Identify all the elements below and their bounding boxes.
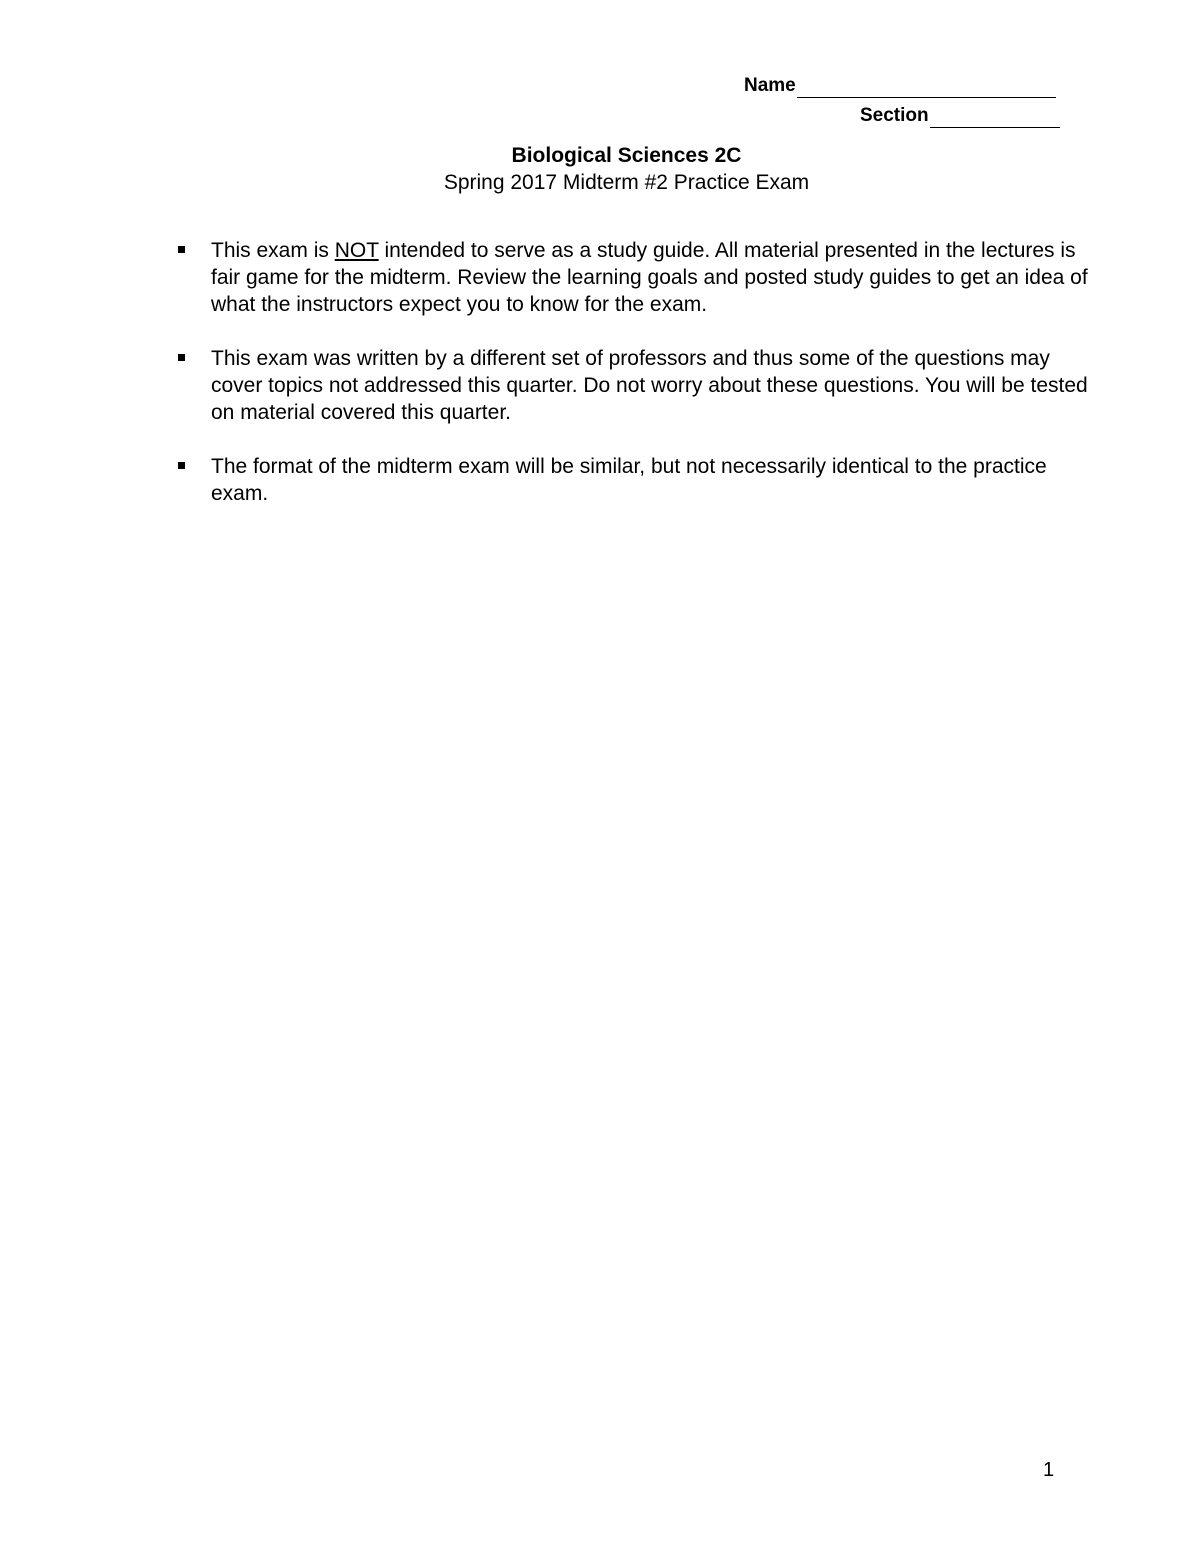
instruction-item — [176, 345, 1106, 426]
instruction-1-before: This exam is — [211, 239, 335, 262]
exam-subtitle: Spring 2017 Midterm #2 Practice Exam — [443, 171, 810, 194]
section-label: Section — [860, 105, 929, 126]
page-number: 1 — [1043, 1459, 1055, 1481]
name-field — [744, 74, 1056, 98]
section-field — [860, 104, 1060, 128]
instruction-item — [176, 453, 1106, 507]
name-blank[interactable] — [797, 79, 1056, 98]
instruction-1-emphasis: NOT — [334, 239, 379, 262]
instruction-2-text: This exam was written by a different set of professors and thus some of the questions may cover topics not addressed this quarter. Do not worry about these questions. You will be tested on material covered this quarter. — [211, 347, 1088, 424]
square-bullet-icon — [178, 354, 185, 361]
instruction-1-after: intended to serve as a study guide. All material presented in the lectures is fair game for the midterm. Review the learning goals and posted study guides to get an idea of what the instructors expect you to know for the exam. — [211, 239, 1088, 316]
instruction-item — [176, 237, 1106, 318]
course-title: Biological Sciences 2C — [511, 144, 742, 167]
instructions-list — [176, 237, 1106, 534]
name-label: Name — [744, 75, 796, 96]
square-bullet-icon — [178, 462, 185, 469]
square-bullet-icon — [178, 246, 185, 253]
instruction-3-text: The format of the midterm exam will be similar, but not necessarily identical to the practice exam. — [211, 455, 1047, 505]
section-blank[interactable] — [930, 109, 1060, 128]
